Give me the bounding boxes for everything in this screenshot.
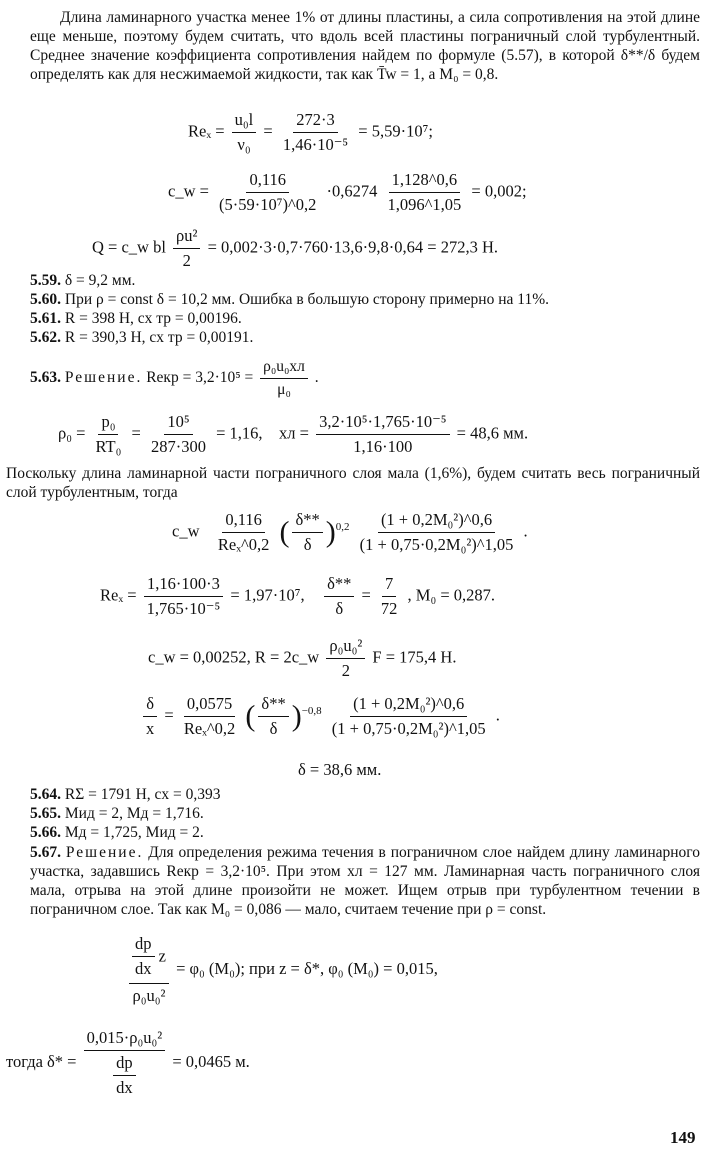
paragraph-turbulent: Поскольку длина ламинарной части пограничного слоя мала (1,6%), будем считать весь пограничный слой турбулентным, тогда <box>6 465 700 501</box>
equation-phi0: $\frac{dp}{dx}$ z ρ₀u₀² = φ₀ (M₀); при z = δ*, φ₀ (M₀) = 0,015, <box>126 934 438 1006</box>
equation-re-x-2: Reₓ = $\frac{1,16\cdot 100\cdot 3}{\text{1,765·10⁻⁵}}$ = 1,97·10⁷, $\frac{\delta**}{\delta}$ = $\frac{7}{72}$ , M₀ = 0,287. <box>100 574 496 618</box>
answer-item: 5.62. R = 390,3 Н, cx тр = 0,00191. <box>30 329 254 346</box>
answer-item: 5.64. RΣ = 1791 Н, cx = 0,393 <box>30 786 221 803</box>
answer-item: 5.61. R = 398 Н, cx тр = 0,00196. <box>30 310 242 327</box>
problem-5-63-header: 5.63. Решение. Reкр = 3,2·10⁵ = $\frac{\text{ρ₀u₀xл}}{\text{μ₀}}$ . <box>30 358 319 398</box>
equation-cw-general: c_w $\frac{0,116}{\text{Reₓ\textasciicircum{}0,2}}$ ( $\frac{\delta**}{\delta}$ )$^{0,2}$ $\frac{\text{(1 + 0,2M₀²)\textasciicircum{}0,6}}{\text{(1 + 0,75·0,2M₀²)\textasciicircum{}1,05}}$ . <box>172 510 528 554</box>
equation-q: Q = c_w bl $\frac{\text{ρu²}}{2}$ = 0,002·3·0,7·760·13,6·9,8·0,64 = 272,3 Н. <box>92 226 498 270</box>
equation-delta-star: тогда δ* = $\frac{\text{0,015·ρ₀u₀²}}{\frac{dp}{dx}}$ = 0,0465 м. <box>6 1028 250 1097</box>
equation-cw: c_w = $\frac{0,116}{\text{(5·59·10⁷)\textasciicircum{}0,2}}$ ·0,6274 $\frac{1,128\^{}0,6}{1,096\^{}1,05}$ = 0,002; <box>168 170 527 214</box>
equation-delta-x: $\frac{\delta}{x}$ = $\frac{0,0575}{\text{Reₓ\textasciicircum{}0,2}}$ ( $\frac{\delta**}{\delta}$ )$^{-0,8}$ $\frac{\text{(1 + 0,2M₀²)\textasciicircum{}0,6}}{\text{(1 + 0,75·0,2M₀²)\textasciicircum{}1,05}}$ . <box>140 694 500 739</box>
equation-cw-r: c_w = 0,00252, R = 2c_w $\frac{\text{ρ₀u₀²}}{2}$ F = 175,4 Н. <box>148 636 457 680</box>
answer-item: 5.60. При ρ = const δ = 10,2 мм. Ошибка в большую сторону примерно на 11%. <box>30 291 549 308</box>
answer-item: 5.59. δ = 9,2 мм. <box>30 272 136 289</box>
equation-delta-result: δ = 38,6 мм. <box>298 760 382 779</box>
equation-re-x: Reₓ = $\frac{\text{u₀l}}{\text{ν₀}}$ = $\frac{272\cdot 3}{\text{1,46·10⁻⁵}}$ = 5,59·10⁷; <box>188 110 433 154</box>
intro-paragraph: Длина ламинарного участка менее 1% от длины пластины, а сила сопротивления на этой длине еще меньше, поэтому будем считать, что вдоль всей пластины пограничный слой турбулентный. Среднее значение коэффициента сопротивления найдем по формуле (5.57), в которой δ**/δ будем определять как для несжимаемой жидкости, так как T̄w = 1, а M₀ = 0,8. <box>30 9 700 83</box>
page-number: 149 <box>670 1128 696 1147</box>
problem-5-67: 5.67. Решение. Для определения режима течения в пограничном слое найдем длину ламинарного участка, задавшись Reкр = 3,2·10⁵. При этом xл = 127 мм. Ламинарная часть пограничного слоя мала, отрыва на этой длине произойти не может. Ищем отрыв при турбулентном течении в пограничном слое. Так как M₀ = 0,086 — мало, считаем течение при ρ = const. <box>30 844 701 918</box>
answer-item: 5.66. Mд = 1,725, Mид = 2. <box>30 824 204 841</box>
answer-item: 5.65. Mид = 2, Mд = 1,716. <box>30 805 204 822</box>
equation-rho-xl: ρ₀ = $\frac{\text{p₀}}{\text{RT₀}}$ = $\frac{\text{10⁵}}{287\cdot 300}$ = 1,16, xл = $\frac{\text{3,2·10⁵·1,765·10⁻⁵}}{1,16\cdot 100}$ = 48,6 мм. <box>58 412 529 456</box>
